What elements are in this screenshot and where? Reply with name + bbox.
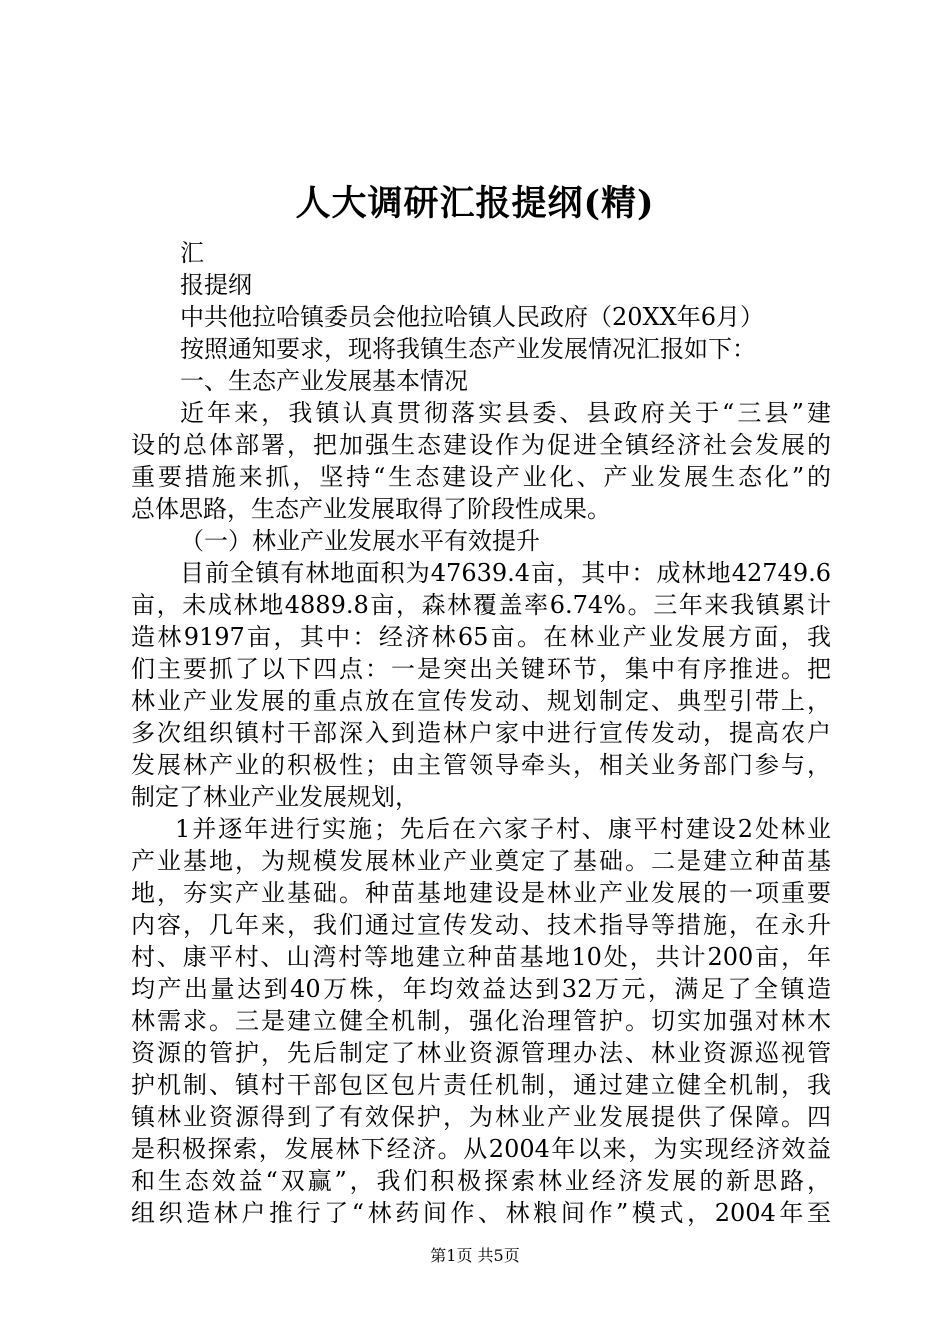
text-line: 重要措施来抓，坚持“生态建设产业化、产业发展生态化”的 bbox=[131, 463, 831, 491]
text-line: 林业产业发展的重点放在宣传发动、规划制定、典型引带上， bbox=[131, 687, 831, 715]
section-heading: 一、生态产业发展基本情况 bbox=[180, 367, 468, 395]
text-line: 近年来，我镇认真贯彻落实县委、县政府关于“三县”建 bbox=[180, 399, 831, 427]
text-line: 地，夯实产业基础。种苗基地建设是林业产业发展的一项重要 bbox=[131, 879, 831, 907]
text-line: 护机制、镇村干部包区包片责任机制，通过建立健全机制，我 bbox=[131, 1071, 831, 1099]
text-line: 均产出量达到40万株，年均效益达到32万元，满足了全镇造 bbox=[131, 975, 831, 1003]
subsection-heading: （一）林业产业发展水平有效提升 bbox=[180, 527, 540, 555]
text-line: 目前全镇有林地面积为47639.4亩，其中：成林地42749.6 bbox=[180, 559, 831, 587]
text-line: 制定了林业产业发展规划， bbox=[131, 783, 419, 811]
text-line: 镇林业资源得到了有效保护，为林业产业发展提供了保障。四 bbox=[131, 1103, 831, 1131]
text-line: 发展林产业的积极性；由主管领导牵头，相关业务部门参与， bbox=[131, 751, 831, 779]
text-line: 们主要抓了以下四点：一是突出关键环节，集中有序推进。把 bbox=[131, 655, 831, 683]
text-line: 和生态效益“双赢”，我们积极探索林业经济发展的新思路， bbox=[131, 1167, 831, 1195]
text-line: 产业基地，为规模发展林业产业奠定了基础。二是建立种苗基 bbox=[131, 847, 831, 875]
text-line: 报提纲 bbox=[180, 271, 252, 299]
document-title: 人大调研汇报提纲(精) bbox=[295, 183, 655, 224]
text-line: 多次组织镇村干部深入到造林户家中进行宣传发动，提高农户 bbox=[131, 719, 831, 747]
text-line: 组织造林户推行了“林药间作、林粮间作”模式，2004年至 bbox=[131, 1199, 831, 1227]
text-line: 是积极探索，发展林下经济。从2004年以来，为实现经济效益 bbox=[131, 1135, 831, 1163]
text-line: 村、康平村、山湾村等地建立种苗基地10处，共计200亩，年 bbox=[131, 943, 831, 971]
page-footer: 第1页 共5页 bbox=[430, 1246, 520, 1265]
text-line: 内容，几年来，我们通过宣传发动、技术指导等措施，在永升 bbox=[131, 911, 831, 939]
text-line: 按照通知要求，现将我镇生态产业发展情况汇报如下： bbox=[180, 335, 756, 363]
text-line: 总体思路，生态产业发展取得了阶段性成果。 bbox=[131, 495, 611, 523]
text-line: 设的总体部署，把加强生态建设作为促进全镇经济社会发展的 bbox=[131, 431, 831, 459]
text-line: 中共他拉哈镇委员会他拉哈镇人民政府（20XX年6月） bbox=[180, 303, 764, 331]
text-line: 亩，未成林地4889.8亩，森林覆盖率6.74%。三年来我镇累计 bbox=[131, 591, 831, 619]
text-line: 汇 bbox=[180, 239, 204, 267]
text-line: 林需求。三是建立健全机制，强化治理管护。切实加强对林木 bbox=[131, 1007, 831, 1035]
text-line: 1并逐年进行实施；先后在六家子村、康平村建设2处林业 bbox=[175, 815, 831, 843]
text-line: 造林9197亩，其中：经济林65亩。在林业产业发展方面，我 bbox=[131, 623, 831, 651]
text-line: 资源的管护，先后制定了林业资源管理办法、林业资源巡视管 bbox=[131, 1039, 831, 1067]
